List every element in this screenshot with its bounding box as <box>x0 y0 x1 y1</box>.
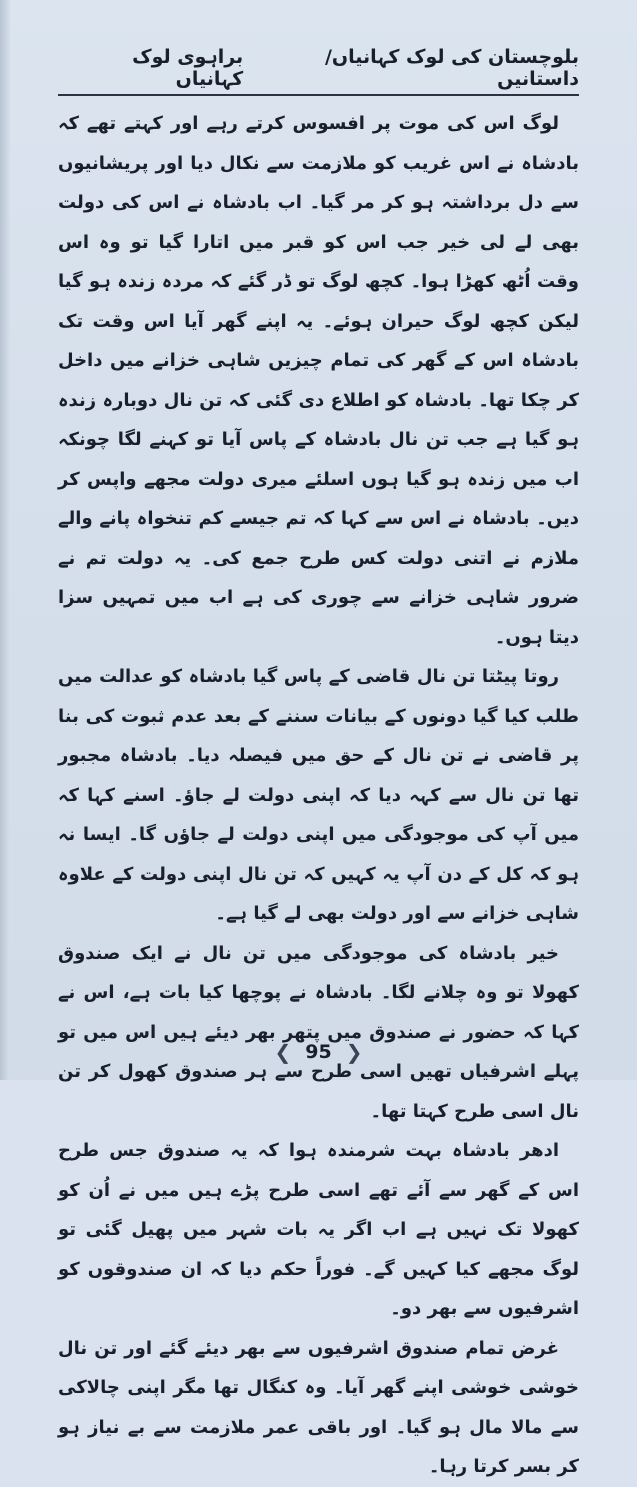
ornament-left-icon: ❮ <box>274 1040 292 1064</box>
header-chapter-title: براہوی لوک کہانیاں <box>132 46 244 90</box>
page-number: 95 <box>305 1041 332 1063</box>
page-edge-shadow <box>0 0 10 1080</box>
running-header <box>58 48 579 88</box>
header-book-title: بلوچستان کی لوک کہانیاں/داستانیں <box>324 46 579 90</box>
paragraph: ادھر بادشاہ بہت شرمندہ ہوا کہ یہ صندوق جس طرح اس کے گھر سے آئے تھے اسی طرح پڑے ہیں میں نے اُن کو کھولا تک نہیں ہے اب اگر یہ بات شہر میں پھیل گئی تو لوگ مجھے کیا کہیں گے۔ فوراً حکم دیا کہ ان صندوقوں کو اشرفیوں سے بھر دو۔ <box>58 1140 579 1319</box>
paragraph: غرض تمام صندوق اشرفیوں سے بھر دیئے گئے اور تن نال خوشی خوشی اپنے گھر آیا۔ وہ کنگال تھا مگر اپنی چالاکی سے مالا مال ہو گیا۔ اور باقی عمر ملازمت سے بے نیاز ہو کر بسر کرتا رہا۔ <box>58 1337 579 1477</box>
paragraph: روتا پیٹتا تن نال قاضی کے پاس گیا بادشاہ کو عدالت میں طلب کیا گیا دونوں کے بیانات سننے کے بعد عدم ثبوت کی بنا پر قاضی نے تن نال کے حق میں فیصلہ دیا۔ بادشاہ مجبور تھا تن نال سے کہہ دیا کہ اپنی دولت لے جاؤ۔ اسنے کہا کہ میں آپ کی موجودگی میں اپنی دولت لے جاؤں گا۔ ایسا نہ ہو کہ کل کے دن آپ یہ کہیں کہ تن نال اپنی دولت کے علاوہ شاہی خزانے سے اور دولت بھی لے گیا ہے۔ <box>58 666 579 924</box>
ornament-right-icon: ❯ <box>345 1040 363 1064</box>
paragraph: خیر بادشاہ کی موجودگی میں تن نال نے ایک صندوق کھولا تو وہ چلانے لگا۔ بادشاہ نے پوچھا کیا بات ہے، اس نے کہا کہ حضور نے صندوق میں پتھر بھر دیئے ہیں اس میں تو پہلے اشرفیاں تھیں اسی طرح سے ہر صندوق کھول کر تن نال اسی طرح کہتا تھا۔ <box>58 942 579 1122</box>
header-rule <box>58 94 579 96</box>
page-footer <box>0 1035 637 1069</box>
paragraph: لوگ اس کی موت پر افسوس کرتے رہے اور کہتے تھے کہ بادشاہ نے اس غریب کو ملازمت سے نکال دیا اور پریشانیوں سے دل برداشتہ ہو کر مر گیا۔ اب بادشاہ نے اس کی دولت بھی لے لی خیر جب اس کو قبر میں اتارا گیا تو وہ اس وقت اُٹھ کھڑا ہوا۔ کچھ لوگ تو ڈر گئے کہ مردہ زندہ ہو گیا لیکن کچھ لوگ حیران ہوئے۔ یہ اپنے گھر آیا اس وقت تک بادشاہ اس کے گھر کی تمام چیزیں شاہی خزانے میں داخل کر چکا تھا۔ بادشاہ کو اطلاع دی گئی کہ تن نال دوبارہ زندہ ہو گیا ہے جب تن نال بادشاہ کے پاس آیا تو کہنے لگا چونکہ اب میں زندہ ہو گیا ہوں اسلئے میری دولت مجھے واپس کر دیں۔ بادشاہ نے اس سے کہا کہ تم جیسے کم تنخواہ پانے والے ملازم نے اتنی دولت کس طرح جمع کی۔ یہ دولت تم نے ضرور شاہی خزانے سے چوری کی ہے اب میں تمہیں سزا دیتا ہوں۔ <box>58 113 579 648</box>
body-text <box>58 104 579 1487</box>
